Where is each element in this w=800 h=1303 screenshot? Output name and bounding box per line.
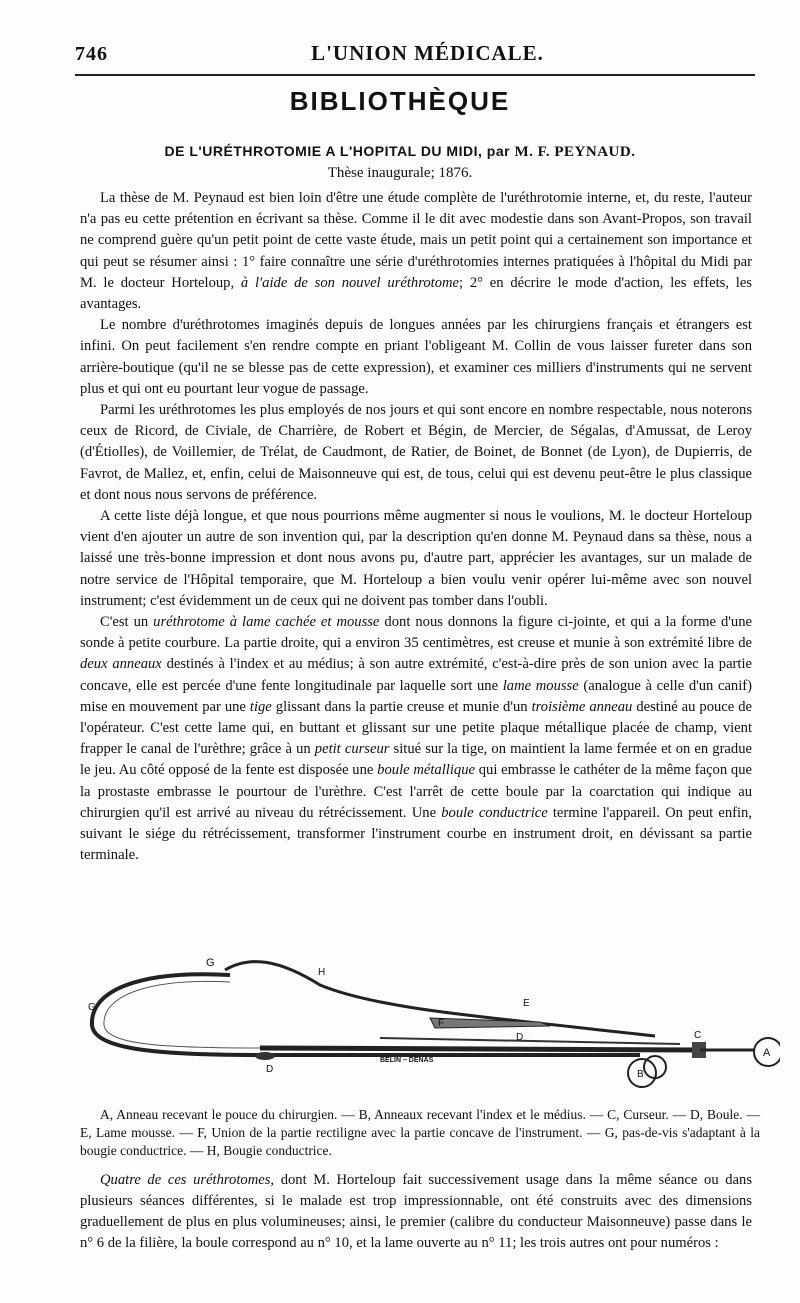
label-A: A — [763, 1047, 771, 1059]
article-title-text: DE L'URÉTHROTOMIE A L'HOPITAL DU MIDI, par — [164, 143, 511, 159]
italic-run: à l'aide de son nouvel uréthrotome — [240, 274, 460, 291]
text-run: dont nous donnons la figure ci-jointe, et qui a la forme d'une sonde à petite courbure. La partie droite, qui a environ 35 centimètres, est creuse et munie à son extrémité libre de — [80, 614, 752, 652]
italic-run: tige — [249, 698, 272, 715]
text-run: C'est un — [100, 614, 149, 631]
bougie-conductrice — [92, 974, 640, 1055]
label-B: B — [637, 1069, 644, 1080]
paragraph-4: A cette liste déjà longue, et que nous pourrions même augmenter si nous le voulions, M. le docteur Horteloup vient d'en ajouter un autre de son invention qui, par la description qu'en donne M. Peynaud dans sa thèse, nous a laissé une très-bonne impression et dont nous avons pu, d'autre part, apprécier les avantages, sur un malade de notre service de l'Hôpital temporaire, que M. Horteloup a bien voulu venir opérer lui-même avec son nouvel instrument; c'est évidemment un de ceux qui ne doivent pas tomber dans l'oubli. — [80, 508, 752, 609]
italic-run: uréthrotome à lame cachée et mousse — [153, 614, 380, 631]
page-header — [75, 35, 780, 75]
urethrotome-figure — [80, 930, 780, 1100]
paragraph-5 — [80, 612, 752, 866]
italic-run: petit curseur — [314, 741, 390, 758]
bougie-inner — [104, 981, 260, 1048]
paragraph-1 — [80, 188, 752, 315]
label-E: E — [523, 998, 530, 1009]
text-run: destinés à l'index et au médius; à son autre extrémité, c'est-à-dire près de son union avec la partie concave, elle est percée d'une fente longitudinale par laquelle sort une — [80, 656, 752, 694]
paragraph-2: Le nombre d'uréthrotomes imaginés depuis de longues années par les chirurgiens français et étrangers est infini. On peut facilement s'en rendre compte en priant l'obligeant M. Collin de vous laisser fureter dans son arrière-boutique (qu'il ne se blesse pas de cette expression), et examiner ces milliers d'instruments qui ne servent plus et qui ont eu pourtant leur vogue de passage. — [80, 317, 752, 397]
text-run: glissant dans la partie creuse et munie d'un — [275, 698, 528, 715]
italic-run: boule métallique — [377, 762, 475, 779]
text-run: termine l'appareil. On peut enfin, suivant le siége du rétrécissement, transformer l'instrument courbe en instrument droit, en dévissant sa partie terminale. — [80, 804, 753, 864]
text-run: destiné au pouce de l'opérateur. C'est cette lame qui, en buttant et glissant sur une petite plaque métallique placée de champ, vient frapper le canal de l'urèthre; grâce à un — [80, 698, 753, 758]
caption-text: A, Anneau recevant le pouce du chirurgien. — B, Anneaux recevant l'index et le médius. — C, Curseur. — D, Boule. — E, Lame mousse. — F, Union de la partie rectiligne avec la partie concave de l'instrument. — G, pas-de-vis s'adaptant à la bougie conductrice. — H, Bougie conductrice. — [80, 1107, 760, 1158]
paragraph-3: Parmi les uréthrotomes les plus employés de nos jours et qui sont encore en nombre respectable, nous noterons ceux de Ricord, de Civiale, de Charrière, de Robert et Bégin, de Mercier, de Ségalas, d'Amussat, de Leroy (d'Étiolles), de Voillemier, de Trélat, de Caudmont, de Ratier, de Boinet, de Bonnet (de Lyon), de Dupierris, de Favrot, de Mallez, et, enfin, celui de Maisonneuve qui est, de tous, celui qui est devenu peut-être le plus classique et dont nous nous servons de préférence. — [80, 402, 752, 503]
italic-run: boule conductrice — [441, 804, 548, 821]
article-author: M. F. PEYNAUD. — [514, 144, 636, 160]
paragraph-6 — [80, 1170, 752, 1254]
header-rule — [75, 74, 755, 76]
article-subtitle: Thèse inaugurale; 1876. — [327, 165, 473, 181]
text-run: La thèse de M. Peynaud est bien loin d'être une étude complète de l'uréthrotomie interne, et, du reste, l'auteur n'a pas eu cette prétention en écrivant sa thèse. Comme il le dit avec modestie dans son Avant-Propos, son travail ne comprend guère qu'un petit point de cette vaste étude, mais un petit point qui a certainement son importance et qui peut se résumer ainsi : 1° faire connaître une série d'uréthrotomies internes pratiquées à l'hôpital du Midi par M. le docteur Horteloup, — [80, 190, 752, 291]
italic-run: deux anneaux — [80, 656, 162, 673]
label-D-bottom: D — [266, 1064, 274, 1075]
blade-shape — [430, 1018, 550, 1028]
text-run: (analogue à celle d'un canif) mise en mouvement par une — [80, 677, 752, 715]
page-number: 746 — [75, 43, 108, 65]
boule — [255, 1052, 275, 1060]
engraver-credit: BELIN – DENAS — [380, 1057, 434, 1064]
label-H: H — [318, 967, 326, 978]
label-C: C — [694, 1030, 702, 1041]
section-title: BIBLIOTHÈQUE — [289, 86, 511, 116]
running-title: L'UNION MÉDICALE. — [311, 41, 544, 65]
instrument-shaft-line — [380, 1038, 680, 1044]
italic-run: Quatre de ces uréthrotomes, — [100, 1172, 275, 1188]
italic-run: lame mousse — [502, 677, 579, 694]
text-run: dont M. Horteloup fait successivement usage dans la même séance ou dans plusieurs séances différentes, si le malade est trop impressionnable, ont été construits avec des dimensions graduellement de plus en plus volumineuses; ainsi, le premier (calibre du conducteur Maisonneuve) passe dans le n° 6 de la filière, la boule correspond au n° 10, et la lame ouverte au n° 11; les trois autres ont pour numéros : — [80, 1172, 753, 1251]
figure-caption — [80, 1106, 760, 1160]
instrument-shaft — [260, 1048, 700, 1050]
text-run: qui embrasse le cathéter de la même façon que la prostaste embrasse le pourtour de l'urèthre. C'est l'arrêt de cette boule par la coarctation qui indique au chirurgien qu'il est arrivé au niveau du rétrécissement. Une — [80, 762, 752, 821]
article-body — [80, 188, 752, 867]
italic-run: troisième anneau — [531, 698, 633, 715]
label-G-left: G — [88, 1002, 96, 1013]
label-D-right: D — [516, 1032, 524, 1043]
label-G-top: G — [206, 957, 215, 969]
text-run: ; 2° en décrire le mode d'action, les effets, les avantages. — [80, 274, 752, 313]
label-F: F — [438, 1018, 445, 1029]
article-title — [0, 143, 800, 161]
text-run: situé sur la tige, on maintient la lame fermée et on en gradue le jeu. Au côté opposé de la fente est disposée une — [80, 741, 752, 779]
article-continuation — [80, 1170, 752, 1254]
